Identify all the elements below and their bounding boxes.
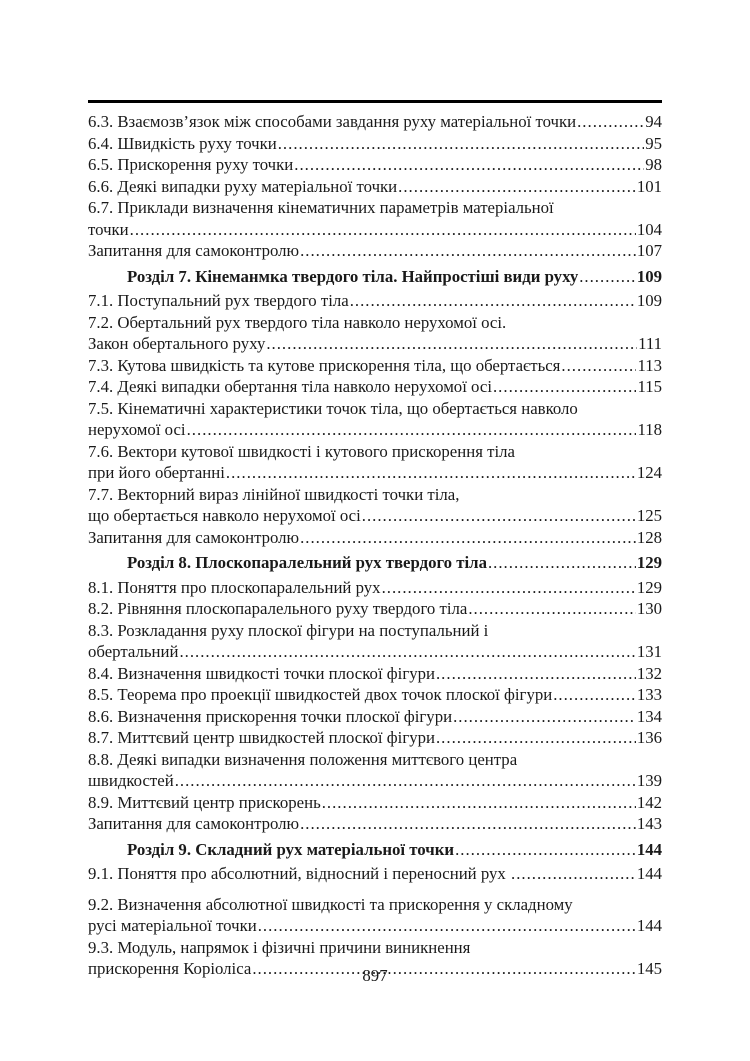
toc-entry-title: Закон обертального руху [88,334,266,353]
toc-entry-title: 9.1. Поняття про абсолютний, відносний і переносний рух [88,864,510,883]
toc-entry [88,620,662,663]
page-number: 897 [362,966,388,985]
toc-entry-page: 118 [637,420,662,439]
toc-entry-page: 94 [645,112,662,131]
toc-line [88,792,662,814]
toc-line [88,154,662,176]
dot-leader [294,154,644,176]
toc-line [88,641,662,663]
toc-entry-title: прискорення Коріоліса [88,959,252,978]
toc-entry-title: 8.5. Теорема про проекції швидкостей двох точок плоскої фігури [88,685,553,704]
toc-entry-title: 8.8. Деякі випадки визначення положення миттєвого центра [88,749,518,769]
toc-line [88,484,662,506]
dot-leader [300,527,636,549]
toc-line [88,398,662,420]
toc-entry-page: 113 [637,355,662,375]
dot-leader [553,684,636,706]
toc-line [88,312,662,334]
toc-line [88,863,662,885]
toc-entry-page: 132 [636,663,662,683]
toc-line [88,598,662,620]
toc-line [88,527,662,549]
toc-line [88,749,662,771]
toc-entry-title: 8.6. Визначення прискорення точки плоскої фігури [88,706,453,726]
toc-entry-title: Запитання для самоконтролю [88,241,300,260]
dot-leader [226,462,636,484]
toc-entry [88,355,662,377]
dot-leader [266,333,637,355]
toc-entry-title: при його обертанні [88,463,225,482]
toc-entry-page: 129 [636,553,662,572]
toc-entry [88,197,662,240]
toc-line [88,663,662,685]
toc-entry-page: 129 [636,577,662,597]
dot-leader [488,552,636,574]
toc-entry-title: 6.6. Деякі випадки руху матеріальної точки [88,176,398,196]
dot-leader [455,839,636,861]
toc-entry-page: 144 [636,916,662,935]
toc-entry-title: обертальний [88,642,179,661]
toc-entry [88,154,662,176]
dot-leader [362,505,636,527]
toc-entry-page: 98 [645,155,662,174]
toc-entry [88,598,662,620]
toc-entry-title: 9.2. Визначення абсолютної швидкості та прискорення у складному [88,894,573,914]
toc-entry [88,792,662,814]
toc-line [88,266,662,288]
header-rule [88,100,662,103]
dot-leader [382,577,636,599]
toc-entry-page: 109 [636,266,662,286]
toc-line [88,894,662,916]
dot-leader [436,727,636,749]
toc-line [88,577,662,599]
toc-entry-page: 143 [636,814,662,833]
toc-entry-title: 7.4. Деякі випадки обертання тіла навколо нерухомої осі [88,377,492,396]
toc-line [88,441,662,463]
dot-leader [175,770,636,792]
toc-entry-title: Розділ 9. Складний рух матеріальної точки [127,839,455,859]
toc-entry [88,749,662,792]
toc-entry-page: 115 [637,377,662,396]
toc-entry-title: 8.4. Визначення швидкості точки плоскої фігури [88,663,435,683]
toc-entry-page: 95 [645,133,662,153]
toc-entry-title: Запитання для самоконтролю [88,814,300,833]
toc-line [88,620,662,642]
toc-entry [88,663,662,685]
toc-line [88,240,662,262]
dot-leader [300,240,636,262]
toc-entry-title: 7.2. Обертальний рух твердого тіла навколо нерухомої осі. [88,312,507,332]
dot-leader [179,641,635,663]
toc-entry-title: точки [88,219,129,239]
toc-line [88,552,662,574]
toc-entry-page: 111 [638,334,662,353]
dot-leader [436,663,636,685]
toc-section-heading [88,835,662,864]
toc-entry-title: 6.4. Швидкість руху точки [88,133,277,153]
dot-leader [258,915,636,937]
toc-entry [88,398,662,441]
toc-entry-page: 104 [636,219,662,239]
toc-entry-title: Розділ 8. Плоскопаралельний рух твердого тіла [127,553,487,572]
dot-leader [561,355,636,377]
toc-entry-title: швидкостей [88,771,174,790]
toc-entry-title: русі матеріальної точки [88,916,257,935]
dot-leader [300,813,636,835]
toc-entry [88,684,662,706]
toc-entry [88,176,662,198]
toc-entry [88,894,662,937]
toc-line [88,505,662,527]
toc-entry-page: 130 [636,599,662,618]
toc-entry-page: 136 [636,728,662,747]
toc-entry [88,813,662,835]
toc-entry-title: що обертається навколо нерухомої осі [88,506,361,525]
toc-line [88,839,662,861]
toc-entry [88,240,662,262]
toc-entry-title: 7.6. Вектори кутової швидкості і кутового прискорення тіла [88,441,515,461]
toc-entry [88,290,662,312]
toc-entry [88,441,662,484]
toc-entry-page: 124 [636,463,662,482]
toc-line [88,219,662,241]
toc-entry-title: Розділ 7. Кінеманмка твердого тіла. Найпростіші види руху [127,266,579,286]
toc-line [88,133,662,155]
dot-leader [398,176,636,198]
toc-entry-title: 8.7. Миттєвий центр швидкостей плоскої фігури [88,728,435,747]
toc-entry [88,111,662,133]
toc-line [88,462,662,484]
toc-entry-title: 7.5. Кінематичні характеристики точок тіла, що обертається навколо [88,398,578,418]
dot-leader [468,598,636,620]
toc-line [88,176,662,198]
toc-entry [88,484,662,527]
toc-entry-page: 101 [636,176,662,196]
toc-entry-title: 8.9. Миттєвий центр прискорень [88,792,321,812]
toc-entry [88,312,662,355]
toc-entry-title: 6.7. Приклади визначення кінематичних параметрів матеріальної [88,198,554,217]
toc-line [88,290,662,312]
toc-line [88,111,662,133]
toc-entry-page: 139 [636,771,662,790]
dot-leader [187,419,637,441]
toc-entry-page: 128 [636,527,662,547]
toc-entry-title: 7.7. Векторний вираз лінійної швидкості точки тіла, [88,484,460,504]
dot-leader [350,290,636,312]
toc-entry [88,577,662,599]
toc-entry-page: 144 [636,839,662,859]
toc-entry-title: Запитання для самоконтролю [88,527,300,547]
toc-entry [88,863,662,885]
toc-entry-title: 8.2. Рівняння плоскопаралельного руху твердого тіла [88,599,468,618]
toc-line [88,684,662,706]
toc-entry [88,133,662,155]
toc-entry [88,527,662,549]
toc-entry-title: 7.3. Кутова швидкість та кутове прискорення тіла, що обертається [88,355,561,375]
toc-line [88,813,662,835]
dot-leader [322,792,636,814]
toc-entry-page: 134 [636,706,662,726]
toc-entry-page: 133 [636,685,662,704]
dot-leader [493,376,636,398]
toc-line [88,376,662,398]
toc-entry-title: 8.3. Розкладання руху плоскої фігури на поступальний і [88,620,489,640]
toc-entry-page: 144 [636,864,662,883]
dot-leader [579,266,636,288]
toc-line [88,727,662,749]
toc-entry-page: 107 [636,241,662,260]
toc-entry-title: 8.1. Поняття про плоскопаралельний рух [88,577,381,597]
dot-leader [511,863,636,885]
toc-entry-title: 6.5. Прискорення руху точки [88,155,294,174]
toc-entry-title: 7.1. Поступальний рух твердого тіла [88,291,349,310]
toc-line [88,915,662,937]
toc-entry-page: 142 [636,792,662,812]
dot-leader [453,706,636,728]
toc-line [88,937,662,959]
dot-leader [130,219,636,241]
toc-line [88,197,662,219]
toc-entry-page: 131 [636,642,662,661]
toc-entry-page: 145 [636,959,662,978]
dot-leader [278,133,644,155]
toc-line [88,333,662,355]
toc-section-heading [88,262,662,291]
toc-line [88,770,662,792]
toc-entry-title: 6.3. Взаємозв’язок між способами завдання руху матеріальної точки [88,112,577,131]
toc-entry-title: 9.3. Модуль, напрямок і фізичні причини виникнення [88,937,471,957]
toc-line [88,355,662,377]
toc-line [88,419,662,441]
toc-entry [88,727,662,749]
toc-entry [88,376,662,398]
toc-entry-title: нерухомої осі [88,420,186,439]
toc-line [88,706,662,728]
toc-entry [88,706,662,728]
toc-section-heading [88,548,662,577]
table-of-contents [88,111,662,980]
dot-leader [577,111,644,133]
toc-entry-page: 109 [636,291,662,310]
toc-entry-page: 125 [636,506,662,525]
